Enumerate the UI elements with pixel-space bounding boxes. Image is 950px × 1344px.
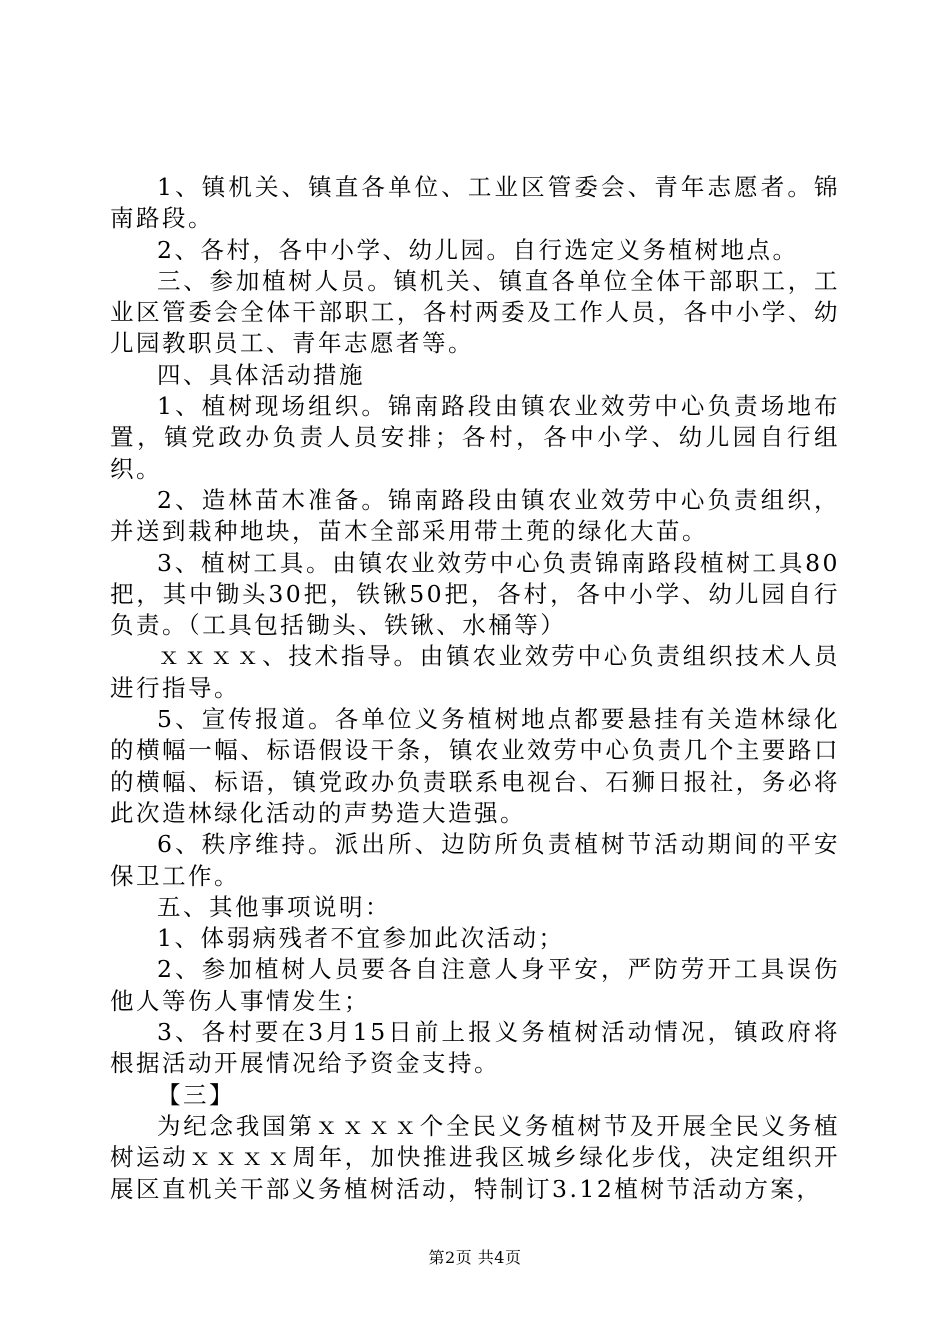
paragraph-10: 6、秩序维持。派出所、边防所负责植树节活动期间的平安保卫工作。 (110, 830, 840, 890)
section-marker-3: 【三】 (157, 1080, 235, 1109)
section-heading-4: 四、具体活动措施 (157, 360, 365, 389)
paragraph-1: 1、镇机关、镇直各单位、工业区管委会、青年志愿者。锦南路段。 (110, 173, 840, 233)
paragraph-8: ｘｘｘｘ、技术指导。由镇农业效劳中心负责组织技术人员进行指导。 (110, 642, 840, 702)
paragraph-2: 2、各村，各中小学、幼儿园。自行选定义务植树地点。 (157, 235, 799, 264)
paragraph-14: 3、各村要在3月15日前上报义务植树活动情况，镇政府将根据活动开展情况给予资金支持。 (110, 1018, 840, 1078)
paragraph-16: 为纪念我国第ｘｘｘｘ个全民义务植树节及开展全民义务植树运动ｘｘｘｘ周年，加快推进我区城乡绿化步伐，决定组织开展区直机关干部义务植树活动，特制订3.12植树节活动方案， (110, 1111, 840, 1203)
section-heading-5: 五、其他事项说明： (157, 892, 391, 921)
paragraph-6: 2、造林苗木准备。锦南路段由镇农业效劳中心负责组织，并送到栽种地块，苗木全部采用带土蔸的绿化大苗。 (110, 485, 840, 546)
paragraph-7: 3、植树工具。由镇农业效劳中心负责锦南路段植树工具80把，其中锄头30把，铁锹50把，各村，各中小学、幼儿园自行负责。（工具包括锄头、铁锹、水桶等） (110, 548, 840, 640)
document-body (110, 172, 840, 1205)
paragraph-12: 1、体弱病残者不宜参加此次活动； (157, 924, 565, 953)
paragraph-13: 2、参加植树人员要各自注意人身平安，严防劳开工具误伤他人等伤人事情发生； (110, 955, 840, 1015)
paragraph-5: 1、植树现场组织。锦南路段由镇农业效劳中心负责场地布置，镇党政办负责人员安排；各村，各中小学、幼儿园自行组织。 (110, 392, 840, 483)
paragraph-3: 三、参加植树人员。镇机关、镇直各单位全体干部职工，工业区管委会全体干部职工，各村两委及工作人员，各中小学、幼儿园教职员工、青年志愿者等。 (110, 266, 840, 358)
page-footer: 第2页 共4页 (428, 1248, 522, 1267)
paragraph-9: 5、宣传报道。各单位义务植树地点都要悬挂有关造林绿化的横幅一幅、标语假设干条，镇农业效劳中心负责几个主要路口的横幅、标语，镇党政办负责联系电视台、石狮日报社，务必将此次造林绿化活动的声势造大造强。 (110, 705, 840, 827)
